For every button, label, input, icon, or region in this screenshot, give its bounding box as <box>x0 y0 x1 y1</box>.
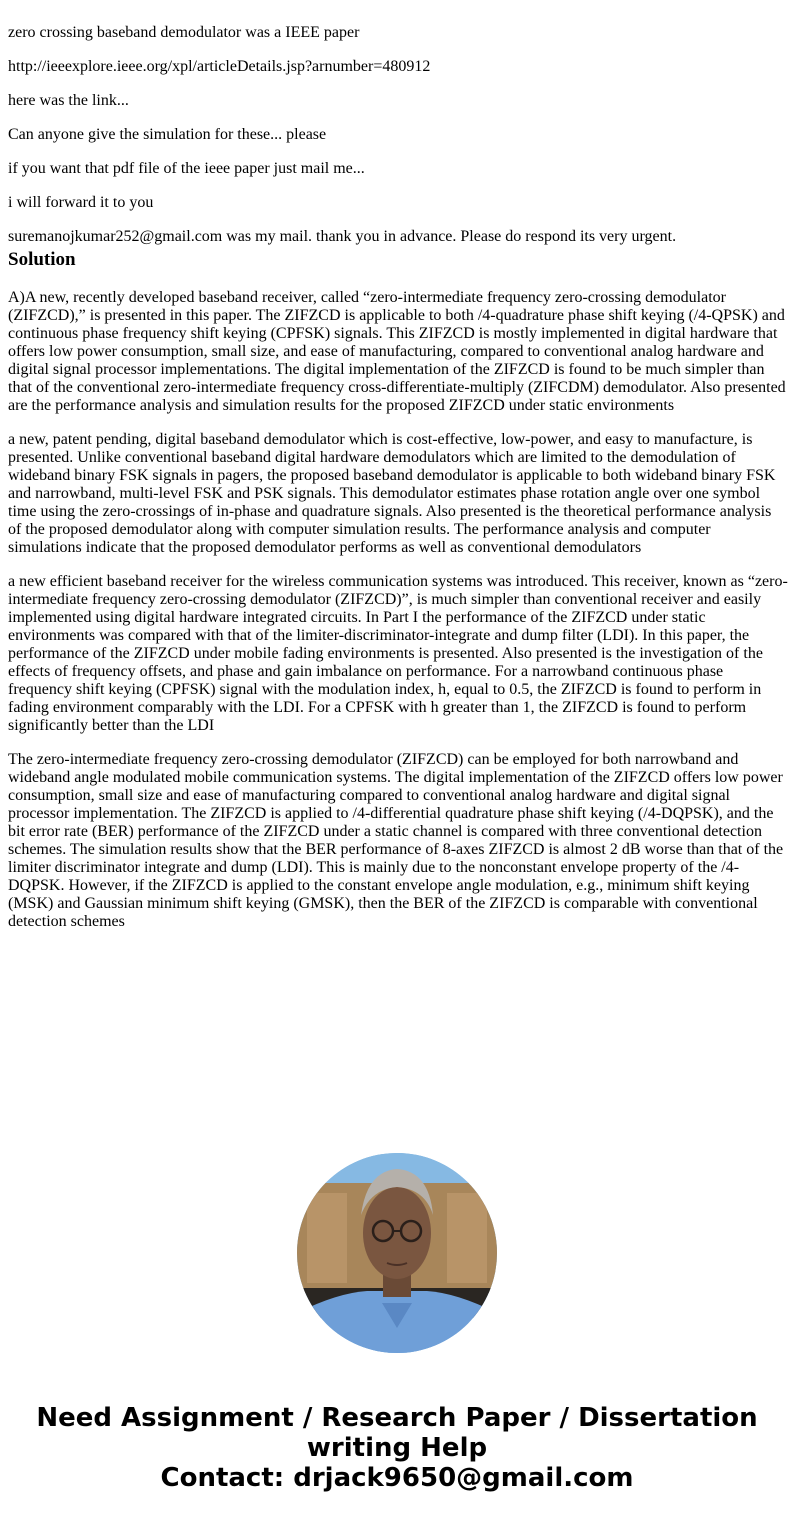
solution-paragraph: a new, patent pending, digital baseband demodulator which is cost-effective, low-power, and easy to manufacture, is presented. Unlike conventional baseband digital hardware demodulators which are limited to the demodulation of wideband binary FSK signals in pagers, the proposed baseband demodulator is applicable to both wideband binary FSK and narrowband, multi-level FSK and PSK signals. This demodulator estimates phase rotation angle over one symbol time using the zero-crossings of in-phase and quadrature signals. Also presented is the theoretical performance analysis of the proposed demodulator along with computer simulation results. The performance analysis and computer simulations indicate that the proposed demodulator performs as well as conventional demodulators <box>8 431 776 556</box>
promo-banner <box>0 1403 794 1493</box>
question-line: i will forward it to you <box>8 194 154 211</box>
promo-line: writing Help <box>306 1433 488 1463</box>
avatar <box>297 1153 497 1353</box>
question-link: http://ieeexplore.ieee.org/xpl/articleDetails.jsp?arnumber=480912 <box>8 58 431 75</box>
solution-paragraph: The zero-intermediate frequency zero-crossing demodulator (ZIFZCD) can be employed for both narrowband and wideband angle modulated mobile communication systems. The digital implementation of the ZIFZCD offers low power consumption, small size and ease of manufacturing compared to conventional analog hardware and digital signal processor implementation. The ZIFZCD is applied to /4-differential quadrature phase shift keying (/4-DQPSK), and the bit error rate (BER) performance of the ZIFZCD under a static channel is compared with three conventional detection schemes. The simulation results show that the BER performance of 8-axes ZIFZCD is almost 2 dB worse than that of the limiter discriminator integrate and dump (LDI). This is mainly due to the nonconstant envelope property of the /4-DQPSK. However, if the ZIFZCD is applied to the constant envelope angle modulation, e.g., minimum shift keying (MSK) and Gaussian minimum shift keying (GMSK), then the BER of the ZIFZCD is comparable with conventional detection schemes <box>8 751 784 930</box>
solution-heading: Solution <box>8 249 76 270</box>
question-line: suremanojkumar252@gmail.com was my mail. thank you in advance. Please do respond its very urgent. <box>8 228 677 245</box>
solution-paragraph: A)A new, recently developed baseband receiver, called “zero-intermediate frequency zero-crossing demodulator (ZIFZCD),” is presented in this paper. The ZIFZCD is applicable to both /4-quadrature phase shift keying (/4-QPSK) and continuous phase frequency shift keying (CPFSK) signals. This ZIFZCD is mostly implemented in digital hardware that offers low power consumption, small size, and ease of manufacturing, compared to conventional analog hardware and digital signal processor implementations. The digital implementation of the ZIFZCD is found to be much simpler than that of the conventional zero-intermediate frequency cross-differentiate-multiply (ZIFCDM) demodulator. Also presented are the performance analysis and simulation results for the proposed ZIFZCD under static environments <box>8 289 786 414</box>
solution-paragraph: a new efficient baseband receiver for the wireless communication systems was introduced. This receiver, known as “zero-intermediate frequency zero-crossing demodulator (ZIFZCD)”, is much simpler than conventional receiver and easily implemented using digital hardware integrated circuits. In Part I the performance of the ZIFZCD under static environments was compared with that of the limiter-discriminator-integrate and dump filter (LDI). In this paper, the performance of the ZIFZCD under mobile fading environments is presented. Also presented is the investigation of the effects of frequency offsets, and phase and gain imbalance on performance. For a narrowband continuous phase frequency shift keying (CPFSK) signal with the modulation index, h, equal to 0.5, the ZIFZCD is found to perform in fading environment comparably with the LDI. For a CPFSK with h greater than 1, the ZIFZCD is found to perform significantly better than the LDI <box>8 573 788 734</box>
promo-line: Need Assignment / Research Paper / Dissertation <box>36 1403 758 1433</box>
question-line: if you want that pdf file of the ieee paper just mail me... <box>8 160 365 177</box>
promo-contact: Contact: drjack9650@gmail.com <box>160 1463 634 1493</box>
portrait-image-icon <box>297 1153 497 1353</box>
question-line: Can anyone give the simulation for these... please <box>8 126 327 143</box>
question-line: here was the link... <box>8 92 129 109</box>
question-line: zero crossing baseband demodulator was a IEEE paper <box>8 24 360 41</box>
